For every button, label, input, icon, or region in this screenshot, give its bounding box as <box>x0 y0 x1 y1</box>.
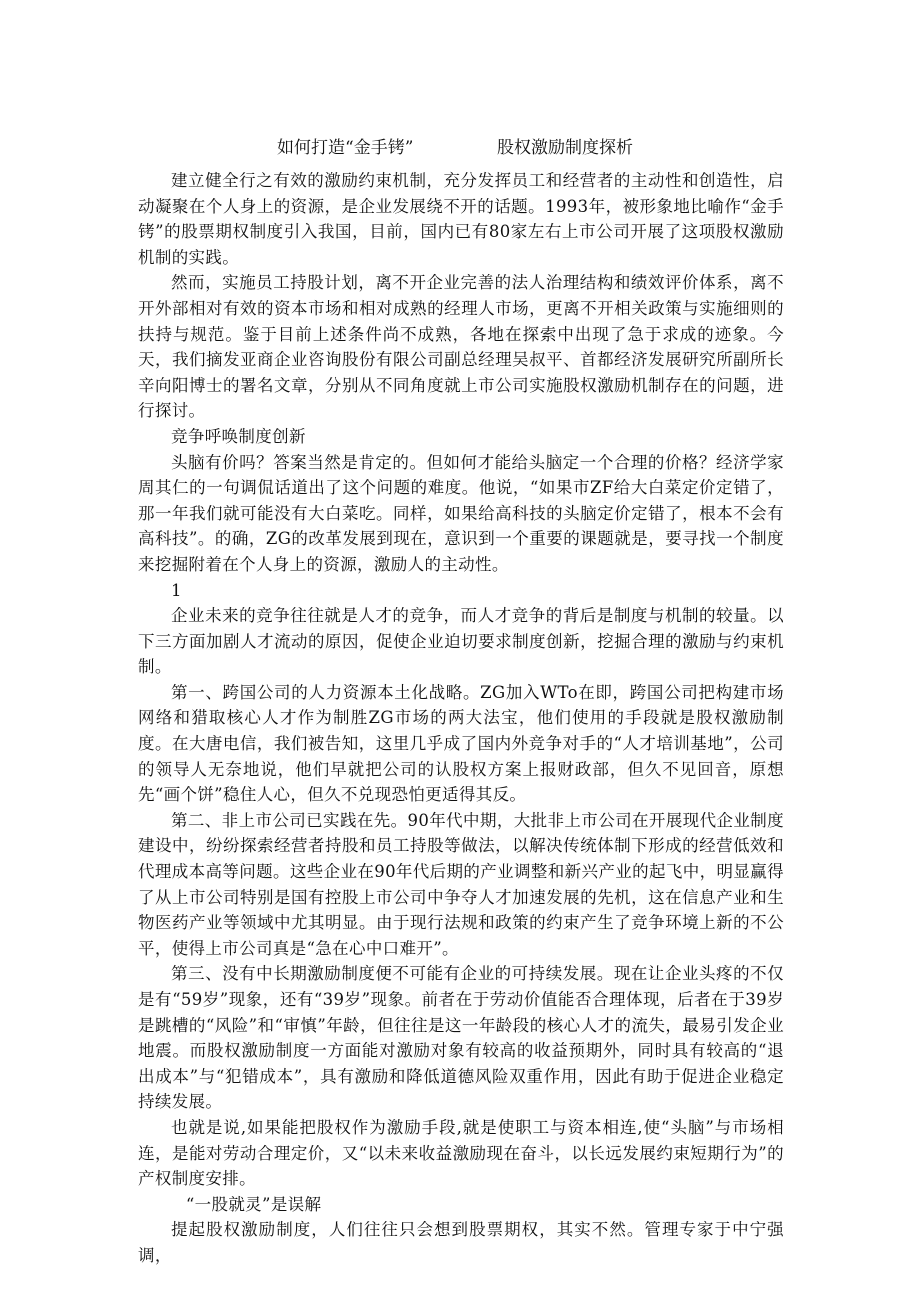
paragraph-context: 然而，实施员工持股计划，离不开企业完善的法人治理结构和绩效评价体系，离不开外部相对有效的资本市场和相对成熟的经理人市场，更离不开相关政策与实施细则的扶持与规范。鉴于目前上述条件尚不成熟，各地在探索中出现了急于求成的迹象。今天，我们摘发亚商企业咨询股份有限公司副总经理吴叔平、首都经济发展研究所副所长辛向阳博士的署名文章，分别从不同角度就上市公司实施股权激励机制存在的问题，进行探讨。 <box>138 273 784 421</box>
paragraph-brain-price: 头脑有价吗？答案当然是肯定的。但如何才能给头脑定一个合理的价格？经济学家周其仁的一句调侃话道出了这个问题的难度。他说，“如果市ZF给大白菜定价定错了，那一年我们就可能没有大白菜吃。同样，如果给高科技的头脑定价定错了，根本不会有高科技”。的确，ZG的改革发展到现在，意识到一个重要的课题就是，要寻找一个制度来挖掘附着在个人身上的资源，激励人的主动性。 <box>138 452 784 574</box>
section-heading-competition: 竞争呼唤制度创新 <box>171 426 306 446</box>
paragraph-summary: 也就是说,如果能把股权作为激励手段,就是使职工与资本相连,使“头脑”与市场相连，是能对劳动合理定价，又“以未来收益激励现在奋斗，以长远发展约束短期行为”的产权制度安排。 <box>138 1117 784 1189</box>
paragraph-intro: 建立健全行之有效的激励约束机制，充分发挥员工和经营者的主动性和创造性，启动凝聚在个人身上的资源，是企业发展绕不开的话题。1993年，被形象地比喻作“金手铐”的股票期权制度引入我国，目前，国内已有80家左右上市公司开展了这项股权激励机制的实践。 <box>138 171 784 267</box>
title-part-2: 股权激励制度探析 <box>497 138 633 158</box>
title-part-1: 如何打造“金手铐” <box>277 138 414 158</box>
paragraph-point-two: 第二、非上市公司已实践在先。90年代中期，大批非上市公司在开展现代企业制度建设中，纷纷探索经营者持股和员工持股等做法，以解决传统体制下形成的经营低效和代理成本高等问题。这些企业在90年代后期的产业调整和新兴产业的起飞中，明显赢得了从上市公司特别是国有控股上市公司中争夺人才加速发展的先机，这在信息产业和生物医药产业等领域中尤其明显。由于现行法规和政策的约束产生了竞争环境上新的不公平，使得上市公司真是“急在心中口难开”。 <box>138 810 784 958</box>
paragraph-stock-options: 提起股权激励制度，人们往往只会想到股票期权，其实不然。管理专家于中宁强调， <box>138 1220 784 1265</box>
section-heading-misconception: “一股就灵”是误解 <box>185 1194 322 1214</box>
section-number: 1 <box>171 580 182 600</box>
paragraph-talent-competition: 企业未来的竞争往往就是人才的竞争，而人才竞争的背后是制度与机制的较量。以下三方面加剧人才流动的原因，促使企业迫切要求制度创新，挖掘合理的激励与约束机制。 <box>138 606 784 677</box>
article-body <box>138 168 784 1269</box>
paragraph-point-one: 第一、跨国公司的人力资源本土化战略。ZG加入WTo在即，跨国公司把构建市场网络和猎取核心人才作为制胜ZG市场的两大法宝，他们使用的手段就是股权激励制度。在大唐电信，我们被告知，这里几乎成了国内外竞争对手的“人才培训基地”，公司的领导人无奈地说，他们早就把公司的认股权方案上报财政部，但久不见回音，原想先“画个饼”稳住人心，但久不兑现恐怕更适得其反。 <box>138 682 784 805</box>
paragraph-point-three: 第三、没有中长期激励制度便不可能有企业的可持续发展。现在让企业头疼的不仅是有“59岁”现象，还有“39岁”现象。前者在于劳动价值能否合理体现，后者在于39岁是跳槽的“风险”和“审慎”年龄，但往往是这一年龄段的核心人才的流失，最易引发企业地震。而股权激励制度一方面能对激励对象有较高的收益预期外，同时具有较高的“退出成本”与“犯错成本”，具有激励和降低道德风险双重作用，因此有助于促进企业稳定持续发展。 <box>138 964 784 1112</box>
document-title <box>0 133 920 163</box>
